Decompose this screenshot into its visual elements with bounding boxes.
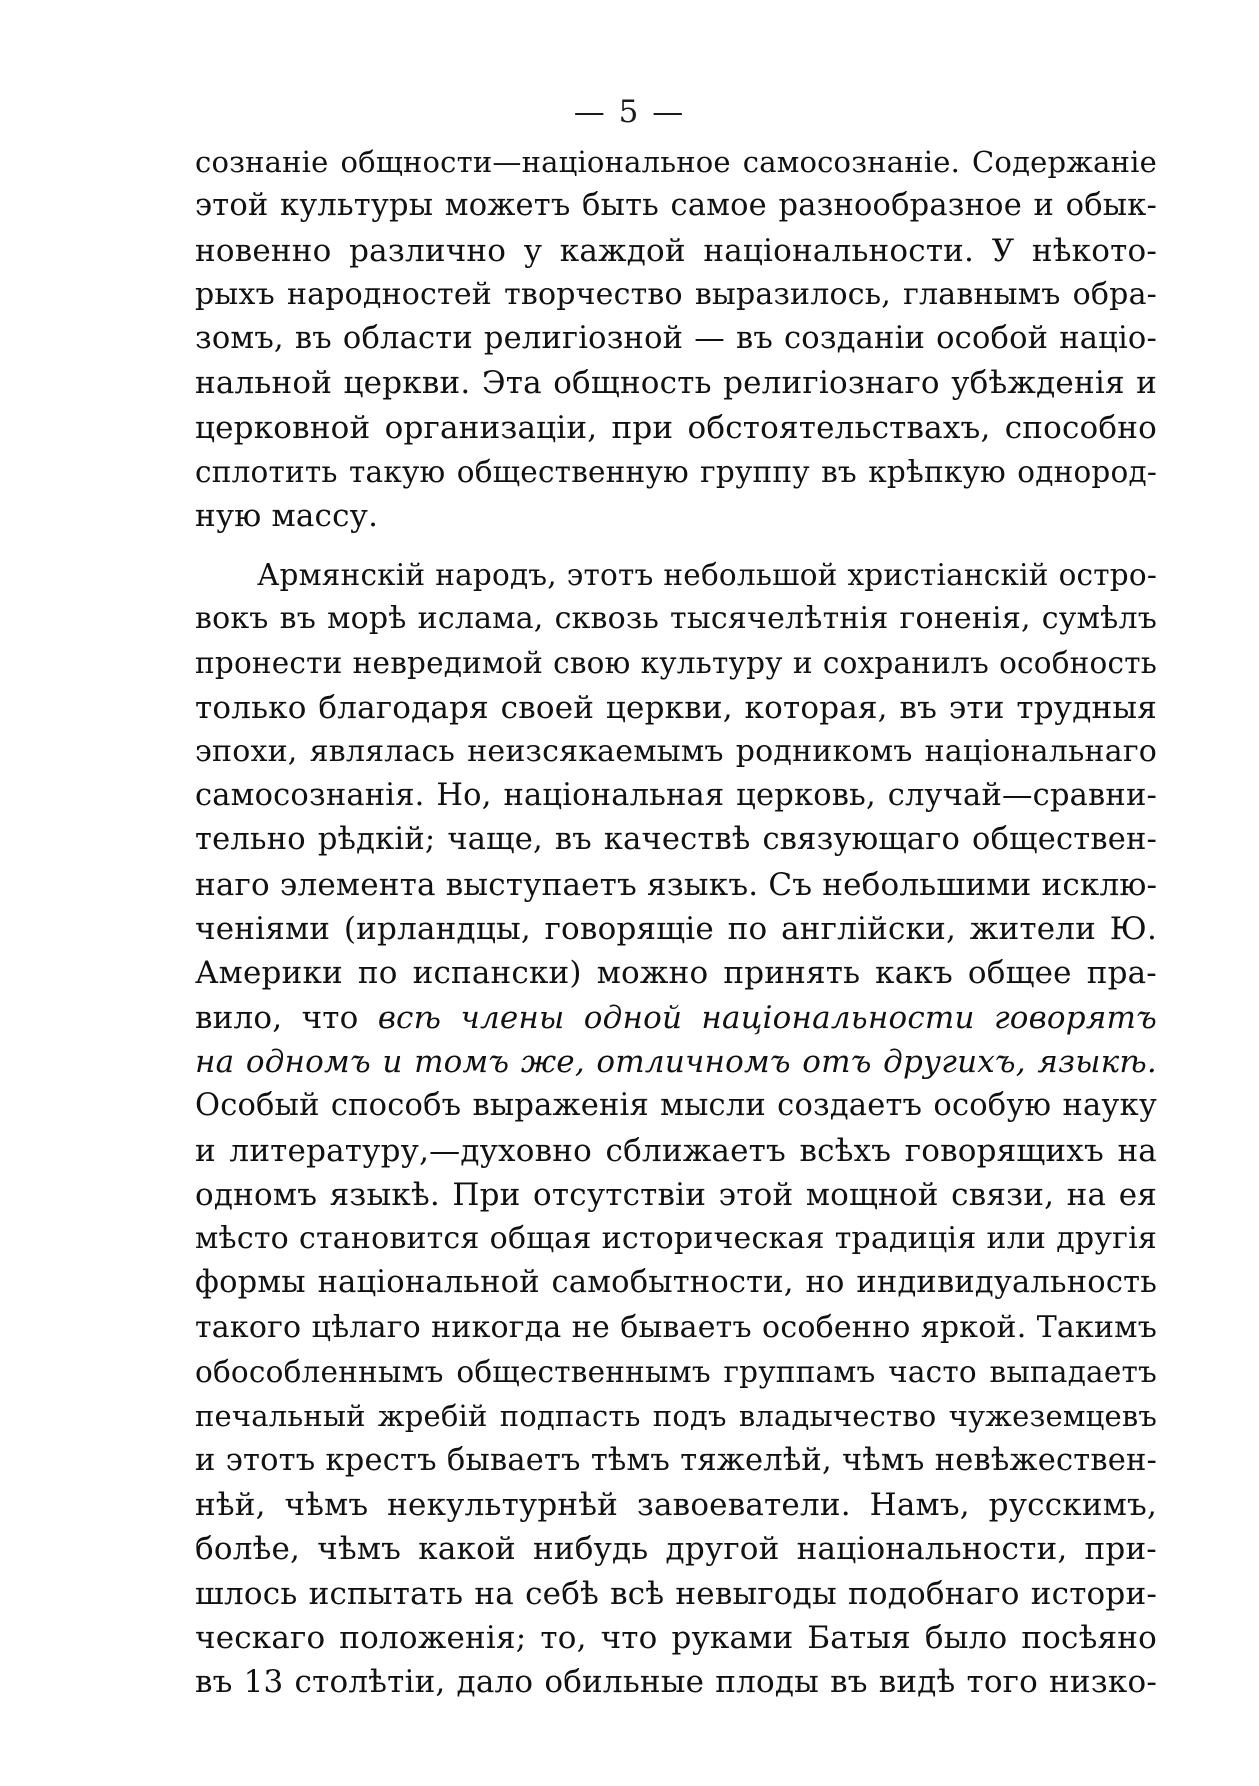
- text-line: Особый способъ выраженія мысли создаетъ особую науку: [195, 1088, 1157, 1124]
- text-line: церковной организаціи, при обстоятельствахъ, способно: [195, 409, 1157, 446]
- text-line: наго элемента выступаетъ языкъ. Съ небольшими исклю-: [195, 866, 1157, 903]
- text-line: Америки по испански) можно принять какъ общее пра-: [195, 955, 1157, 992]
- text-line: и этотъ крестъ бываетъ тѣмъ тяжелѣй, чѣмъ невѣжествен-: [195, 1442, 1157, 1478]
- paragraph-1: [195, 140, 1157, 539]
- text-line: тельно рѣдкій; чаще, въ качествѣ связующаго обществен-: [195, 822, 1157, 858]
- text-line: болѣе, чѣмъ какой нибудь другой національности, при-: [195, 1531, 1157, 1568]
- paragraph-2: [195, 553, 1157, 1705]
- text-line: сознаніе общности—національное самосознаніе. Содержаніе: [195, 145, 1157, 179]
- text-line: вокъ въ морѣ ислама, сквозь тысячелѣтнія гоненія, сумѣлъ: [195, 600, 1157, 636]
- text-line: этой культуры можетъ быть самое разнообразное и обык-: [195, 188, 1157, 224]
- text-line: обособленнымъ общественнымъ группамъ часто выпадаетъ: [195, 1355, 1157, 1390]
- page-number: — 5 —: [573, 94, 686, 130]
- text-line: въ 13 столѣтіи, дало обильные плоды въ видѣ того низко-: [195, 1664, 1157, 1701]
- paragraph-gap: [195, 539, 1157, 553]
- italic-emphasis: всѣ члены одной національности говорятъ: [377, 999, 1157, 1036]
- text-line: зомъ, въ области религіозной — въ созданіи особой націо-: [195, 321, 1157, 357]
- italic-emphasis: на одномъ и томъ же, отличномъ отъ другихъ, языкѣ.: [195, 1043, 1157, 1080]
- text-line: самосознанія. Но, національная церковь, случай—сравни-: [195, 778, 1157, 814]
- text-line: ченіями (ирландцы, говорящіе по англійски, жители Ю.: [195, 911, 1157, 948]
- text-line: формы національной самобытности, но индивидуальность: [195, 1265, 1157, 1301]
- text-line-mixed: [195, 996, 1157, 1040]
- text-line: ческаго положенія; то, что руками Батыя было посѣяно: [195, 1619, 1157, 1656]
- text-line: только благодаря своей церкви, которая, въ эти трудныя: [195, 689, 1157, 726]
- text-line: печальный жребій подпасть подъ владычество чужеземцевъ: [195, 1399, 1157, 1434]
- text-line: рыхъ народностей творчество выразилось, главнымъ обра-: [195, 276, 1157, 312]
- text-line: сплотить такую общественную группу въ крѣпкую однород-: [195, 455, 1157, 490]
- text-line: и литературу,—духовно сближаетъ всѣхъ говорящихъ на: [195, 1132, 1157, 1169]
- text-line: пронести невредимой свою культуру и сохранилъ особность: [195, 646, 1157, 681]
- text-line: нальной церкви. Эта общность религіознаго убѣжденія и: [195, 365, 1157, 402]
- text-line-italic: [195, 1040, 1157, 1084]
- text-line: Армянскій народъ, этотъ небольшой христіанскій остро-: [257, 557, 1157, 592]
- text-run: вило, что: [195, 999, 378, 1036]
- text-line: эпохи, являлась неизсякаемымъ родникомъ національнаго: [195, 733, 1157, 769]
- text-line: нѣй, чѣмъ некультурнѣй завоеватели. Намъ, русскимъ,: [195, 1486, 1157, 1523]
- body-text: [195, 140, 1157, 1704]
- text-line: мѣсто становится общая историческая традиція или другія: [195, 1221, 1157, 1257]
- text-line: шлось испытать на себѣ всѣ невыгоды подобнаго истори-: [195, 1575, 1157, 1612]
- text-line: новенно различно у каждой національности. У нѣкото-: [195, 232, 1157, 269]
- text-line: одномъ языкѣ. При отсутствіи этой мощной связи, на ея: [195, 1176, 1157, 1213]
- text-line: такого цѣлаго никогда не бываетъ особенно яркой. Такимъ: [195, 1309, 1157, 1345]
- text-line: ную массу.: [195, 498, 379, 535]
